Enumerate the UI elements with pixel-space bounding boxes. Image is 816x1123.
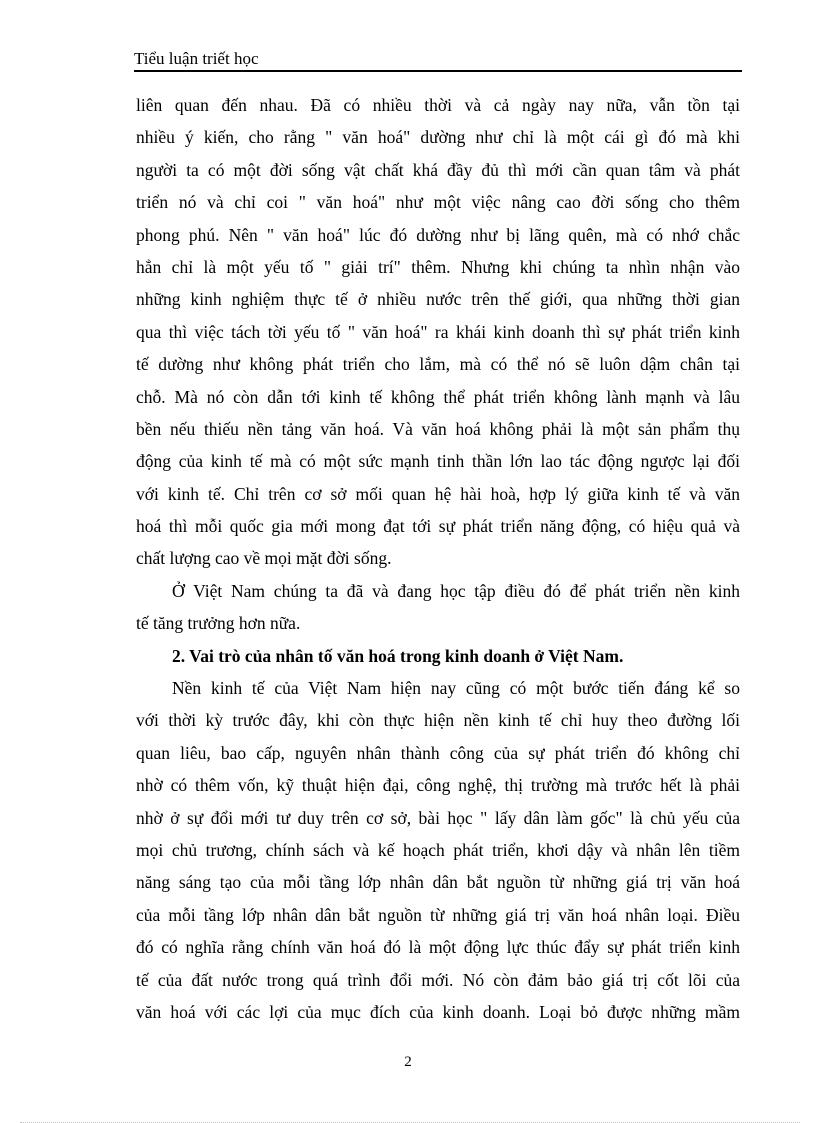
text-line: người ta có một đời sống vật chất khá đầy đủ thì mới cần quan tâm và phát [136, 159, 740, 180]
text-line: qua thì việc tách tời yếu tố " văn hoá" ra khái kinh doanh thì sự phát triển kinh [136, 321, 740, 342]
text-line: chỗ. Mà nó còn dẫn tới kinh tế không thể phát triển không lành mạnh và lâu [136, 386, 740, 407]
text-line: nhiều ý kiến, cho rằng " văn hoá" dường như chỉ là một cái gì đó mà khi [136, 127, 740, 148]
text-line: tế dường như không phát triển cho lắm, mà có thể nó sẽ luôn dậm chân tại [136, 354, 740, 375]
text-line: triển nó và chỉ coi " văn hoá" như một việc nâng cao đời sống cho thêm [136, 192, 740, 213]
text-line: những kinh nghiệm thực tế ở nhiều nước trên thế giới, qua những thời gian [136, 289, 740, 310]
text-line: mọi chủ trương, chính sách và kế hoạch phát triển, khơi dậy và nhân lên tiềm [136, 839, 740, 860]
header-divider [134, 70, 742, 72]
text-line: đó có nghĩa rằng chính văn hoá đó là một động lực thúc đẩy sự phát triển kinh [136, 937, 740, 958]
section-heading: 2. Vai trò của nhân tố văn hoá trong kinh doanh ở Việt Nam. [172, 645, 624, 666]
text-line: hoá thì mỗi quốc gia mới mong đạt tới sự phát triển năng động, có hiệu quả và [136, 516, 740, 537]
text-line: hẳn chỉ là một yếu tố " giải trí" thêm. Nhưng khi chúng ta nhìn nhận vào [136, 256, 740, 277]
text-line: động của kinh tế mà có một sức mạnh tinh thần lớn lao tác động ngược lại đối [136, 451, 740, 472]
text-line: nhờ có thêm vốn, kỹ thuật hiện đại, công nghệ, thị trường mà trước hết là phải [136, 775, 740, 796]
text-line: năng sáng tạo của mỗi tầng lớp nhân dân bắt nguồn từ những giá trị văn hoá [136, 872, 740, 893]
text-line: với kinh tế. Chỉ trên cơ sở mối quan hệ hài hoà, hợp lý giữa kinh tế và văn [136, 483, 740, 504]
page-body [136, 89, 740, 1028]
text-line: nhờ ở sự đổi mới tư duy trên cơ sở, bài học " lấy dân làm gốc" là chủ yếu của [136, 807, 740, 828]
text-line: với thời kỳ trước đây, khi còn thực hiện nền kinh tế chỉ huy theo đường lối [136, 710, 740, 731]
text-line: liên quan đến nhau. Đã có nhiều thời và cả ngày nay nữa, vẫn tồn tại [136, 95, 740, 115]
text-line: Ở Việt Nam chúng ta đã và đang học tập điều đó để phát triển nền kinh [172, 580, 740, 601]
page-number: 2 [404, 1054, 412, 1070]
text-line: tế tăng trưởng hơn nữa. [136, 613, 301, 634]
page-header-title: Tiểu luận triết học [134, 49, 259, 68]
text-line: Nền kinh tế của Việt Nam hiện nay cũng có một bước tiến đáng kể so [172, 678, 740, 699]
text-line: chất lượng cao về mọi mặt đời sống. [136, 548, 392, 569]
text-line: bền nếu thiếu nền tảng văn hoá. Và văn hoá không phải là một sản phẩm thụ [136, 418, 740, 439]
text-line: văn hoá với các lợi của mục đích của kinh doanh. Loại bỏ được những mầm [136, 1001, 740, 1022]
text-line: quan liêu, bao cấp, nguyên nhân thành công của sự phát triển đó không chỉ [136, 742, 740, 763]
text-line: của mỗi tầng lớp nhân dân bắt nguồn từ những giá trị văn hoá nhân loại. Điều [136, 904, 740, 925]
text-line: phong phú. Nên " văn hoá" lúc đó dường như bị lãng quên, mà có nhớ chắc [136, 224, 740, 245]
text-line: tế của đất nước trong quá trình đổi mới. Nó còn đảm bảo giá trị cốt lõi của [136, 969, 740, 990]
